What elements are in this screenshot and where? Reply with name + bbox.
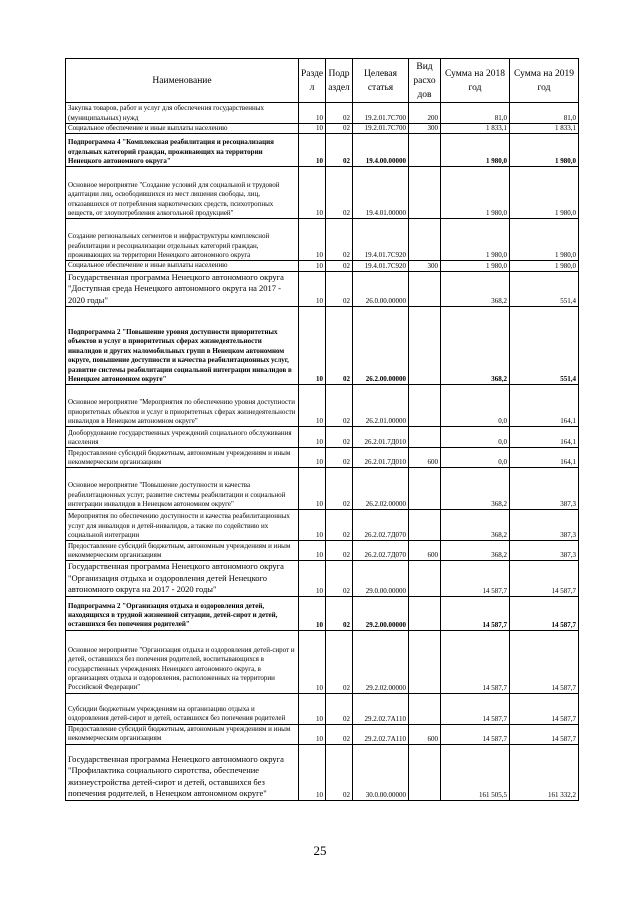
cell-sum-2018: 368,2 <box>441 468 510 510</box>
cell-sum-2018: 1 980,0 <box>441 134 510 167</box>
header-target: Целевая статья <box>353 59 409 103</box>
table-row <box>66 724 579 744</box>
cell-sum-2019: 14 587,7 <box>510 596 579 630</box>
cell-section: 10 <box>299 541 326 561</box>
cell-target: 19.4.01.00000 <box>353 167 409 219</box>
cell-sum-2018: 368,2 <box>441 541 510 561</box>
cell-expense-type: 600 <box>409 541 441 561</box>
cell-section: 10 <box>299 219 326 261</box>
cell-target: 26.2.02.7Д070 <box>353 541 409 561</box>
header-sum-2019: Сумма на 2019 год <box>510 59 579 103</box>
table-row <box>66 307 579 385</box>
cell-section: 10 <box>299 596 326 630</box>
cell-sum-2018: 14 587,7 <box>441 693 510 724</box>
cell-subsection: 02 <box>326 124 353 134</box>
cell-name: Подпрограмма 2 "Организация отдыха и оздоровления детей, находящихся в трудной жизненной ситуации, детей-сирот и детей, оставшихся без попечения родителей" <box>66 596 299 630</box>
cell-target: 19.2.01.7С700 <box>353 124 409 134</box>
cell-expense-type <box>409 510 441 541</box>
cell-target: 29.2.02.7А110 <box>353 724 409 744</box>
cell-section: 10 <box>299 724 326 744</box>
cell-target: 19.4.01.7С920 <box>353 261 409 271</box>
cell-name: Основное мероприятие "Повышение доступности и качества реабилитационных услуг, развитие системы реабилитации и социальной интеграции инвалидов в Ненецком автономном округе" <box>66 468 299 510</box>
table-row <box>66 124 579 134</box>
cell-section: 10 <box>299 307 326 385</box>
cell-target: 29.0.00.00000 <box>353 561 409 597</box>
cell-name: Государственная программа Ненецкого автономного округа "Доступная среда Ненецкого автономного округа на 2017 - 2020 годы" <box>66 271 299 307</box>
cell-subsection: 02 <box>326 134 353 167</box>
cell-sum-2019: 161 332,2 <box>510 744 579 800</box>
cell-subsection: 02 <box>326 541 353 561</box>
cell-name: Предоставление субсидий бюджетным, автономным учреждениям и иным некоммерческим организациям <box>66 448 299 468</box>
header-expense-type: Вид расхо дов <box>409 59 441 103</box>
cell-subsection: 02 <box>326 271 353 307</box>
cell-subsection: 02 <box>326 693 353 724</box>
header-subsection: Подр аздел <box>326 59 353 103</box>
cell-sum-2019: 1 980,0 <box>510 134 579 167</box>
cell-name: Основное мероприятие "Создание условий для социальной и трудовой адаптации лиц, освободившихся из мест лишения свободы, лиц, отказавшихся от потребления наркотических средств, психотропных веществ, от злоупотребления алкогольной продукцией" <box>66 167 299 219</box>
cell-sum-2018: 368,2 <box>441 271 510 307</box>
cell-target: 26.2.01.7Д010 <box>353 427 409 448</box>
cell-sum-2018: 14 587,7 <box>441 596 510 630</box>
cell-subsection: 02 <box>326 744 353 800</box>
table-row <box>66 693 579 724</box>
cell-name: Государственная программа Ненецкого автономного округа "Профилактика социального сиротства, обеспечение жизнеустройства детей-сирот и детей, оставшихся без попечения родителей, в Ненецком автономном округе" <box>66 744 299 800</box>
cell-sum-2018: 14 587,7 <box>441 630 510 693</box>
cell-expense-type <box>409 385 441 427</box>
cell-expense-type: 600 <box>409 448 441 468</box>
cell-subsection: 02 <box>326 427 353 448</box>
cell-section: 10 <box>299 561 326 597</box>
cell-sum-2018: 1 980,0 <box>441 167 510 219</box>
table-row <box>66 427 579 448</box>
cell-sum-2018: 1 980,0 <box>441 261 510 271</box>
cell-name: Основное мероприятие "Организация отдыха и оздоровления детей-сирот и детей, оставшихся без попечения родителей, воспитывающихся в государственных учреждениях Ненецкого автономного округа, в организациях отдыха и оздоровления, расположенных на территории Российской Федерации" <box>66 630 299 693</box>
cell-section: 10 <box>299 468 326 510</box>
table-row <box>66 385 579 427</box>
table-row <box>66 510 579 541</box>
cell-expense-type <box>409 693 441 724</box>
cell-subsection: 02 <box>326 561 353 597</box>
cell-expense-type <box>409 561 441 597</box>
cell-target: 26.0.00.00000 <box>353 271 409 307</box>
table-row <box>66 103 579 124</box>
cell-sum-2019: 164,1 <box>510 385 579 427</box>
cell-section: 10 <box>299 448 326 468</box>
table-row <box>66 561 579 597</box>
cell-subsection: 02 <box>326 167 353 219</box>
cell-sum-2019: 1 980,0 <box>510 219 579 261</box>
cell-subsection: 02 <box>326 510 353 541</box>
table-row <box>66 134 579 167</box>
cell-subsection: 02 <box>326 468 353 510</box>
cell-sum-2019: 164,1 <box>510 427 579 448</box>
cell-name: Подпрограмма 2 "Повышение уровня доступности приоритетных объектов и услуг в приоритетных сферах жизнедеятельности инвалидов и других маломобильных групп в Ненецком автономном округе, повышение доступности и качества реабилитационных услуг, развитие системы реабилитации социальной интеграции инвалидов в Ненецком автономном округе" <box>66 307 299 385</box>
cell-name: Основное мероприятие "Мероприятия по обеспечению уровня доступности приоритетных объектов и услуг в приоритетных сферах жизнедеятельности инвалидов в Ненецком автономном округе" <box>66 385 299 427</box>
cell-name: Создание региональных сегментов и инфраструктуры комплексной реабилитации и ресоциализации отдельных категорий граждан, проживающих на территории Ненецкого автономного округа <box>66 219 299 261</box>
cell-sum-2019: 1 833,1 <box>510 124 579 134</box>
cell-section: 10 <box>299 427 326 448</box>
cell-subsection: 02 <box>326 219 353 261</box>
cell-expense-type <box>409 468 441 510</box>
table-row <box>66 219 579 261</box>
cell-target: 26.2.01.00000 <box>353 385 409 427</box>
cell-expense-type <box>409 596 441 630</box>
cell-section: 10 <box>299 134 326 167</box>
cell-name: Подпрограмма 4 "Комплексная реабилитация и ресоциализация отдельных категорий граждан, проживающих на территории Ненецкого автономного округа" <box>66 134 299 167</box>
cell-sum-2019: 14 587,7 <box>510 630 579 693</box>
table-row <box>66 468 579 510</box>
cell-expense-type <box>409 744 441 800</box>
cell-section: 10 <box>299 124 326 134</box>
cell-sum-2019: 387,3 <box>510 468 579 510</box>
cell-sum-2019: 1 980,0 <box>510 167 579 219</box>
header-sum-2018: Сумма на 2018 год <box>441 59 510 103</box>
cell-sum-2018: 161 505,5 <box>441 744 510 800</box>
cell-target: 19.2.01.7С700 <box>353 103 409 124</box>
cell-expense-type <box>409 427 441 448</box>
cell-sum-2019: 551,4 <box>510 271 579 307</box>
table-row <box>66 596 579 630</box>
cell-sum-2018: 0,0 <box>441 448 510 468</box>
cell-subsection: 02 <box>326 261 353 271</box>
cell-name: Социальное обеспечение и иные выплаты населению <box>66 124 299 134</box>
cell-sum-2018: 368,2 <box>441 510 510 541</box>
table-row <box>66 744 579 800</box>
cell-name: Предоставление субсидий бюджетным, автономным учреждениям и иным некоммерческим организациям <box>66 724 299 744</box>
cell-target: 19.4.01.7С920 <box>353 219 409 261</box>
cell-name: Социальное обеспечение и иные выплаты населению <box>66 261 299 271</box>
cell-section: 10 <box>299 744 326 800</box>
cell-sum-2019: 14 587,7 <box>510 724 579 744</box>
table-row <box>66 261 579 271</box>
cell-subsection: 02 <box>326 448 353 468</box>
cell-subsection: 02 <box>326 385 353 427</box>
cell-sum-2018: 0,0 <box>441 385 510 427</box>
cell-target: 30.0.00.00000 <box>353 744 409 800</box>
cell-sum-2018: 1 980,0 <box>441 219 510 261</box>
cell-name: Дооборудование государственных учреждений социального обслуживания населения <box>66 427 299 448</box>
cell-section: 10 <box>299 271 326 307</box>
cell-sum-2019: 387,3 <box>510 510 579 541</box>
cell-sum-2018: 14 587,7 <box>441 724 510 744</box>
cell-expense-type <box>409 307 441 385</box>
cell-target: 29.2.02.00000 <box>353 630 409 693</box>
cell-sum-2019: 81,0 <box>510 103 579 124</box>
table-row <box>66 630 579 693</box>
cell-name: Субсидии бюджетным учреждениям на организацию отдыха и оздоровления детей-сирот и детей, оставшихся без попечения родителей <box>66 693 299 724</box>
cell-expense-type <box>409 134 441 167</box>
cell-sum-2018: 0,0 <box>441 427 510 448</box>
cell-target: 19.4.00.00000 <box>353 134 409 167</box>
cell-target: 26.2.01.7Д010 <box>353 448 409 468</box>
cell-expense-type <box>409 630 441 693</box>
cell-sum-2018: 1 833,1 <box>441 124 510 134</box>
cell-sum-2019: 164,1 <box>510 448 579 468</box>
table-row <box>66 271 579 307</box>
cell-sum-2018: 368,2 <box>441 307 510 385</box>
cell-target: 29.2.02.7А110 <box>353 693 409 724</box>
cell-target: 26.2.00.00000 <box>353 307 409 385</box>
cell-section: 10 <box>299 167 326 219</box>
cell-sum-2018: 81,0 <box>441 103 510 124</box>
cell-name: Мероприятия по обеспечению доступности и качества реабилитационных услуг для инвалидов и детей-инвалидов, а также по содействию их социальной интеграции <box>66 510 299 541</box>
cell-section: 10 <box>299 261 326 271</box>
page-number: 25 <box>313 843 327 858</box>
cell-expense-type: 200 <box>409 103 441 124</box>
header-row <box>66 59 579 103</box>
cell-name: Закупка товаров, работ и услуг для обеспечения государственных (муниципальных) нужд <box>66 103 299 124</box>
cell-sum-2019: 14 587,7 <box>510 561 579 597</box>
cell-expense-type <box>409 271 441 307</box>
cell-expense-type <box>409 219 441 261</box>
cell-sum-2019: 1 980,0 <box>510 261 579 271</box>
header-section: Разде л <box>299 59 326 103</box>
cell-sum-2019: 387,3 <box>510 541 579 561</box>
cell-expense-type: 600 <box>409 724 441 744</box>
cell-target: 26.2.02.00000 <box>353 468 409 510</box>
cell-sum-2019: 14 587,7 <box>510 693 579 724</box>
cell-expense-type: 300 <box>409 124 441 134</box>
cell-sum-2019: 551,4 <box>510 307 579 385</box>
cell-subsection: 02 <box>326 103 353 124</box>
cell-section: 10 <box>299 630 326 693</box>
table-row <box>66 167 579 219</box>
cell-sum-2018: 14 587,7 <box>441 561 510 597</box>
cell-target: 26.2.02.7Д070 <box>353 510 409 541</box>
cell-subsection: 02 <box>326 630 353 693</box>
table-row <box>66 541 579 561</box>
cell-subsection: 02 <box>326 307 353 385</box>
cell-section: 10 <box>299 103 326 124</box>
cell-target: 29.2.00.00000 <box>353 596 409 630</box>
cell-subsection: 02 <box>326 724 353 744</box>
cell-name: Предоставление субсидий бюджетным, автономным учреждениям и иным некоммерческим организациям <box>66 541 299 561</box>
cell-section: 10 <box>299 385 326 427</box>
cell-name: Государственная программа Ненецкого автономного округа "Организация отдыха и оздоровления детей Ненецкого автономного округа на 2017 - 2020 годы" <box>66 561 299 597</box>
cell-subsection: 02 <box>326 596 353 630</box>
cell-expense-type <box>409 167 441 219</box>
cell-section: 10 <box>299 510 326 541</box>
table-row <box>66 448 579 468</box>
budget-table <box>65 58 579 801</box>
header-name: Наименование <box>66 59 299 103</box>
cell-section: 10 <box>299 693 326 724</box>
cell-expense-type: 300 <box>409 261 441 271</box>
